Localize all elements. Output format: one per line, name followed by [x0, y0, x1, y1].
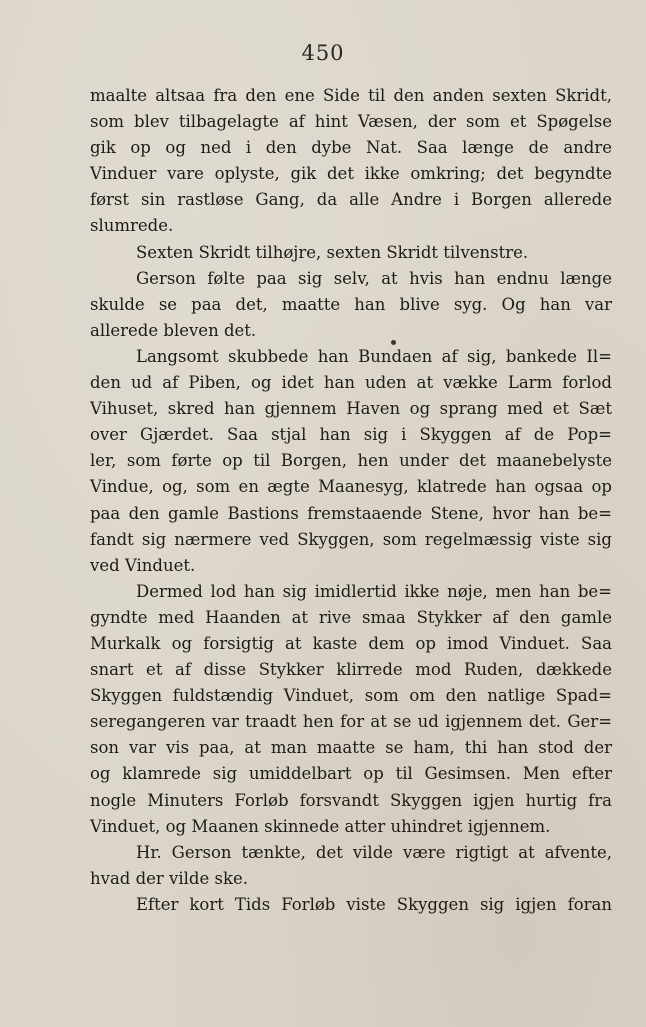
text-line-content: Sexten Skridt tilhøjre, sexten Skridt tilvenstre.	[136, 242, 529, 262]
body-text	[90, 83, 612, 918]
text-line	[90, 83, 612, 109]
text-line-content: nogle Minuters Forløb forsvandt Skyggen igjen hurtig fra	[90, 790, 612, 810]
text-line-content: hvad der vilde ske.	[90, 868, 248, 888]
text-line	[90, 474, 612, 500]
text-line-content: den ud af Piben, og idet han uden at vække Larm forlod	[90, 373, 612, 393]
text-line	[90, 605, 612, 631]
text-line	[90, 213, 612, 239]
text-line	[90, 761, 612, 787]
text-line-content: allerede bleven det.	[90, 320, 257, 340]
text-line	[90, 448, 612, 474]
text-line	[90, 709, 612, 735]
text-line	[90, 187, 612, 213]
text-line	[90, 527, 612, 553]
text-line-content: Vinduer vare oplyste, gik det ikke omkring; det begyndte	[90, 164, 612, 184]
text-line-content: fandt sig nærmere ved Skyggen, som regelmæssig viste sig	[90, 529, 612, 549]
text-line	[90, 396, 612, 422]
text-line	[90, 344, 612, 370]
text-line	[90, 109, 612, 135]
text-line-content: Skyggen fuldstændig Vinduet, som om den natlige Spad=	[90, 686, 612, 706]
ink-speck	[391, 340, 396, 345]
text-line	[90, 292, 612, 318]
text-line-content: Vindue, og, som en ægte Maanesyg, klatrede han ogsaa op	[90, 477, 612, 497]
text-line	[90, 735, 612, 761]
text-line	[90, 135, 612, 161]
text-line-content: Dermed lod han sig imidlertid ikke nøje, men han be=	[136, 581, 612, 601]
text-line	[90, 318, 612, 344]
text-line	[90, 161, 612, 187]
text-line	[90, 840, 612, 866]
text-line-content: ved Vinduet.	[90, 555, 196, 575]
text-line-content: først sin rastløse Gang, da alle Andre i Borgen allerede	[90, 190, 612, 210]
text-line	[90, 266, 612, 292]
text-line	[90, 814, 612, 840]
text-line	[90, 866, 612, 892]
text-line	[90, 579, 612, 605]
text-line-content: gik op og ned i den dybe Nat. Saa længe de andre	[90, 138, 612, 158]
text-line	[90, 788, 612, 814]
text-line	[90, 683, 612, 709]
text-line	[90, 553, 612, 579]
text-line	[90, 501, 612, 527]
text-line-content: som blev tilbagelagte af hint Væsen, der som et Spøgelse	[90, 112, 612, 132]
text-line	[90, 370, 612, 396]
text-line	[90, 631, 612, 657]
text-line-content: ler, som førte op til Borgen, hen under det maanebelyste	[90, 451, 612, 471]
text-line-content: maalte altsaa fra den ene Side til den anden sexten Skridt,	[90, 86, 612, 105]
text-line-content: gyndte med Haanden at rive smaa Stykker af den gamle	[90, 607, 612, 627]
text-line-content: Vihuset, skred han gjennem Haven og sprang med et Sæt	[90, 399, 612, 419]
text-line-content: Vinduet, og Maanen skinnede atter uhindret igjennem.	[90, 816, 551, 836]
text-line-content: Langsomt skubbede han Bundaen af sig, bankede Il=	[136, 346, 612, 366]
text-line-content: slumrede.	[90, 216, 174, 236]
text-line	[90, 657, 612, 683]
text-line-content: Gerson følte paa sig selv, at hvis han endnu længe	[136, 268, 612, 288]
text-line-content: son var vis paa, at man maatte se ham, thi han stod der	[90, 738, 612, 758]
text-line-content: seregangeren var traadt hen for at se ud igjennem det. Ger=	[90, 712, 612, 732]
text-line	[90, 422, 612, 448]
text-line-content: Hr. Gerson tænkte, det vilde være rigtigt at afvente,	[136, 842, 612, 862]
text-line	[90, 240, 612, 266]
text-line-content: over Gjærdet. Saa stjal han sig i Skyggen af de Pop=	[90, 425, 612, 445]
text-line-content: og klamrede sig umiddelbart op til Gesimsen. Men efter	[90, 764, 612, 784]
text-line-content: Murkalk og forsigtig at kaste dem op imod Vinduet. Saa	[90, 633, 612, 653]
text-line	[90, 892, 612, 918]
text-line-content: paa den gamle Bastions fremstaaende Stene, hvor han be=	[90, 503, 612, 523]
text-line-content: snart et af disse Stykker klirrede mod Ruden, dækkede	[90, 660, 612, 680]
page-number: 450	[301, 41, 345, 65]
text-line-content: skulde se paa det, maatte han blive syg. Og han var	[90, 294, 612, 314]
text-line-content: Efter kort Tids Forløb viste Skyggen sig igjen foran	[136, 894, 612, 914]
